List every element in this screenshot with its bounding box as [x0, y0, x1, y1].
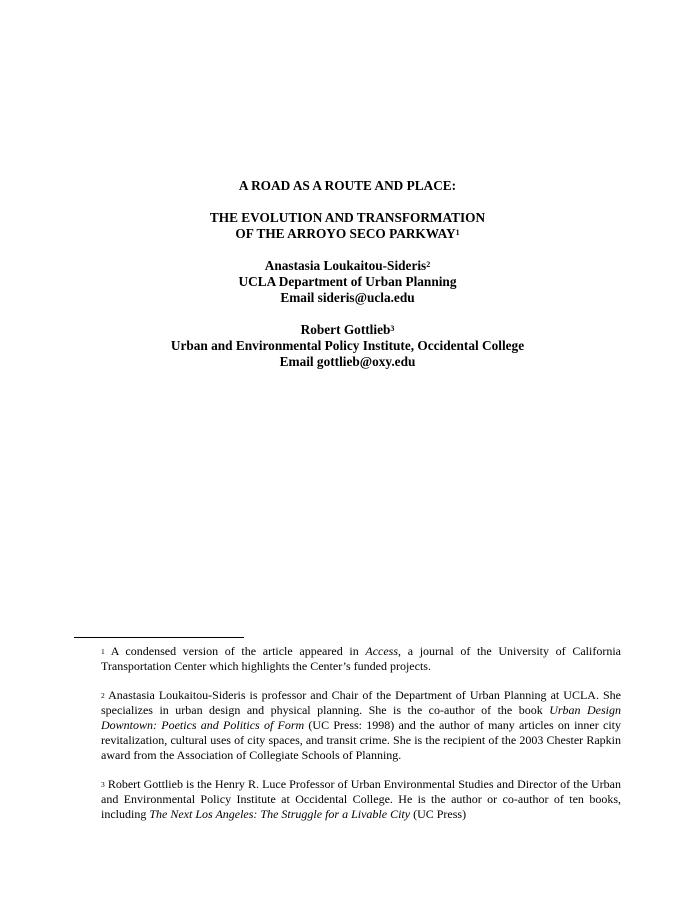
footnote-1-italic-a: Access: [365, 644, 399, 658]
title-line-3: [0, 226, 695, 242]
footnote-3: [101, 777, 621, 822]
footnote-2-italic-a: Urban Design Downtown: Poetics and Politics of Form: [101, 703, 621, 732]
footnote-ref-3: 3: [390, 324, 395, 333]
title-line-3-text: OF THE ARROYO SECO PARKWAY: [235, 226, 456, 241]
footnote-3-number: 3: [101, 780, 105, 789]
footnote-2: [101, 688, 621, 763]
footnote-1-text-b: , a journal of the University of California Transportation Center which highlights the Center’s funded projects.: [101, 644, 621, 673]
author-2-name-text: Robert Gottlieb: [300, 322, 391, 337]
footnote-1-text-a: A condensed version of the article appeared in: [104, 644, 366, 658]
footnote-ref-2: 2: [426, 260, 431, 269]
author-1-email: Email sideris@ucla.edu: [280, 290, 415, 305]
footnote-2-text-b: (UC Press: 1998) and the author of many articles on inner city revitalization, cultural uses of city spaces, and transit crime. She is the recipient of the 2003 Chester Rapkin award from the Association of Collegiate Schools of Planning.: [101, 718, 621, 762]
author-1-name-text: Anastasia Loukaitou-Sideris: [264, 258, 427, 273]
author-2-email: Email gottlieb@oxy.edu: [279, 354, 416, 369]
footnote-separator: [74, 637, 244, 638]
author-1-affiliation: UCLA Department of Urban Planning: [238, 274, 457, 289]
author-2-name: [0, 322, 695, 338]
footnote-3-italic-a: The Next Los Angeles: The Struggle for a Livable City: [149, 807, 411, 821]
footnote-3-text-b: (UC Press): [410, 807, 467, 821]
footnote-2-number: 2: [101, 691, 105, 700]
author-1-name: [0, 258, 695, 274]
author-2-affiliation: Urban and Environmental Policy Institute, Occidental College: [170, 338, 525, 353]
footnote-2-text-a: Anastasia Loukaitou-Sideris is professor and Chair of the Department of Urban Planning at UCLA. She specializes in urban design and physical planning. She is the co-author of the book: [101, 688, 621, 717]
footnote-ref-1: 1: [455, 228, 460, 237]
title-line-2: THE EVOLUTION AND TRANSFORMATION: [209, 210, 486, 225]
footnote-1: [101, 644, 621, 674]
footnote-3-text-a: Robert Gottlieb is the Henry R. Luce Professor of Urban Environmental Studies and Director of the Urban and Environmental Policy Institute at Occidental College. He is the author or co-author of ten books, including: [101, 777, 621, 821]
title-line-1: A ROAD AS A ROUTE AND PLACE:: [238, 178, 457, 193]
footnote-1-number: 1: [101, 647, 105, 656]
